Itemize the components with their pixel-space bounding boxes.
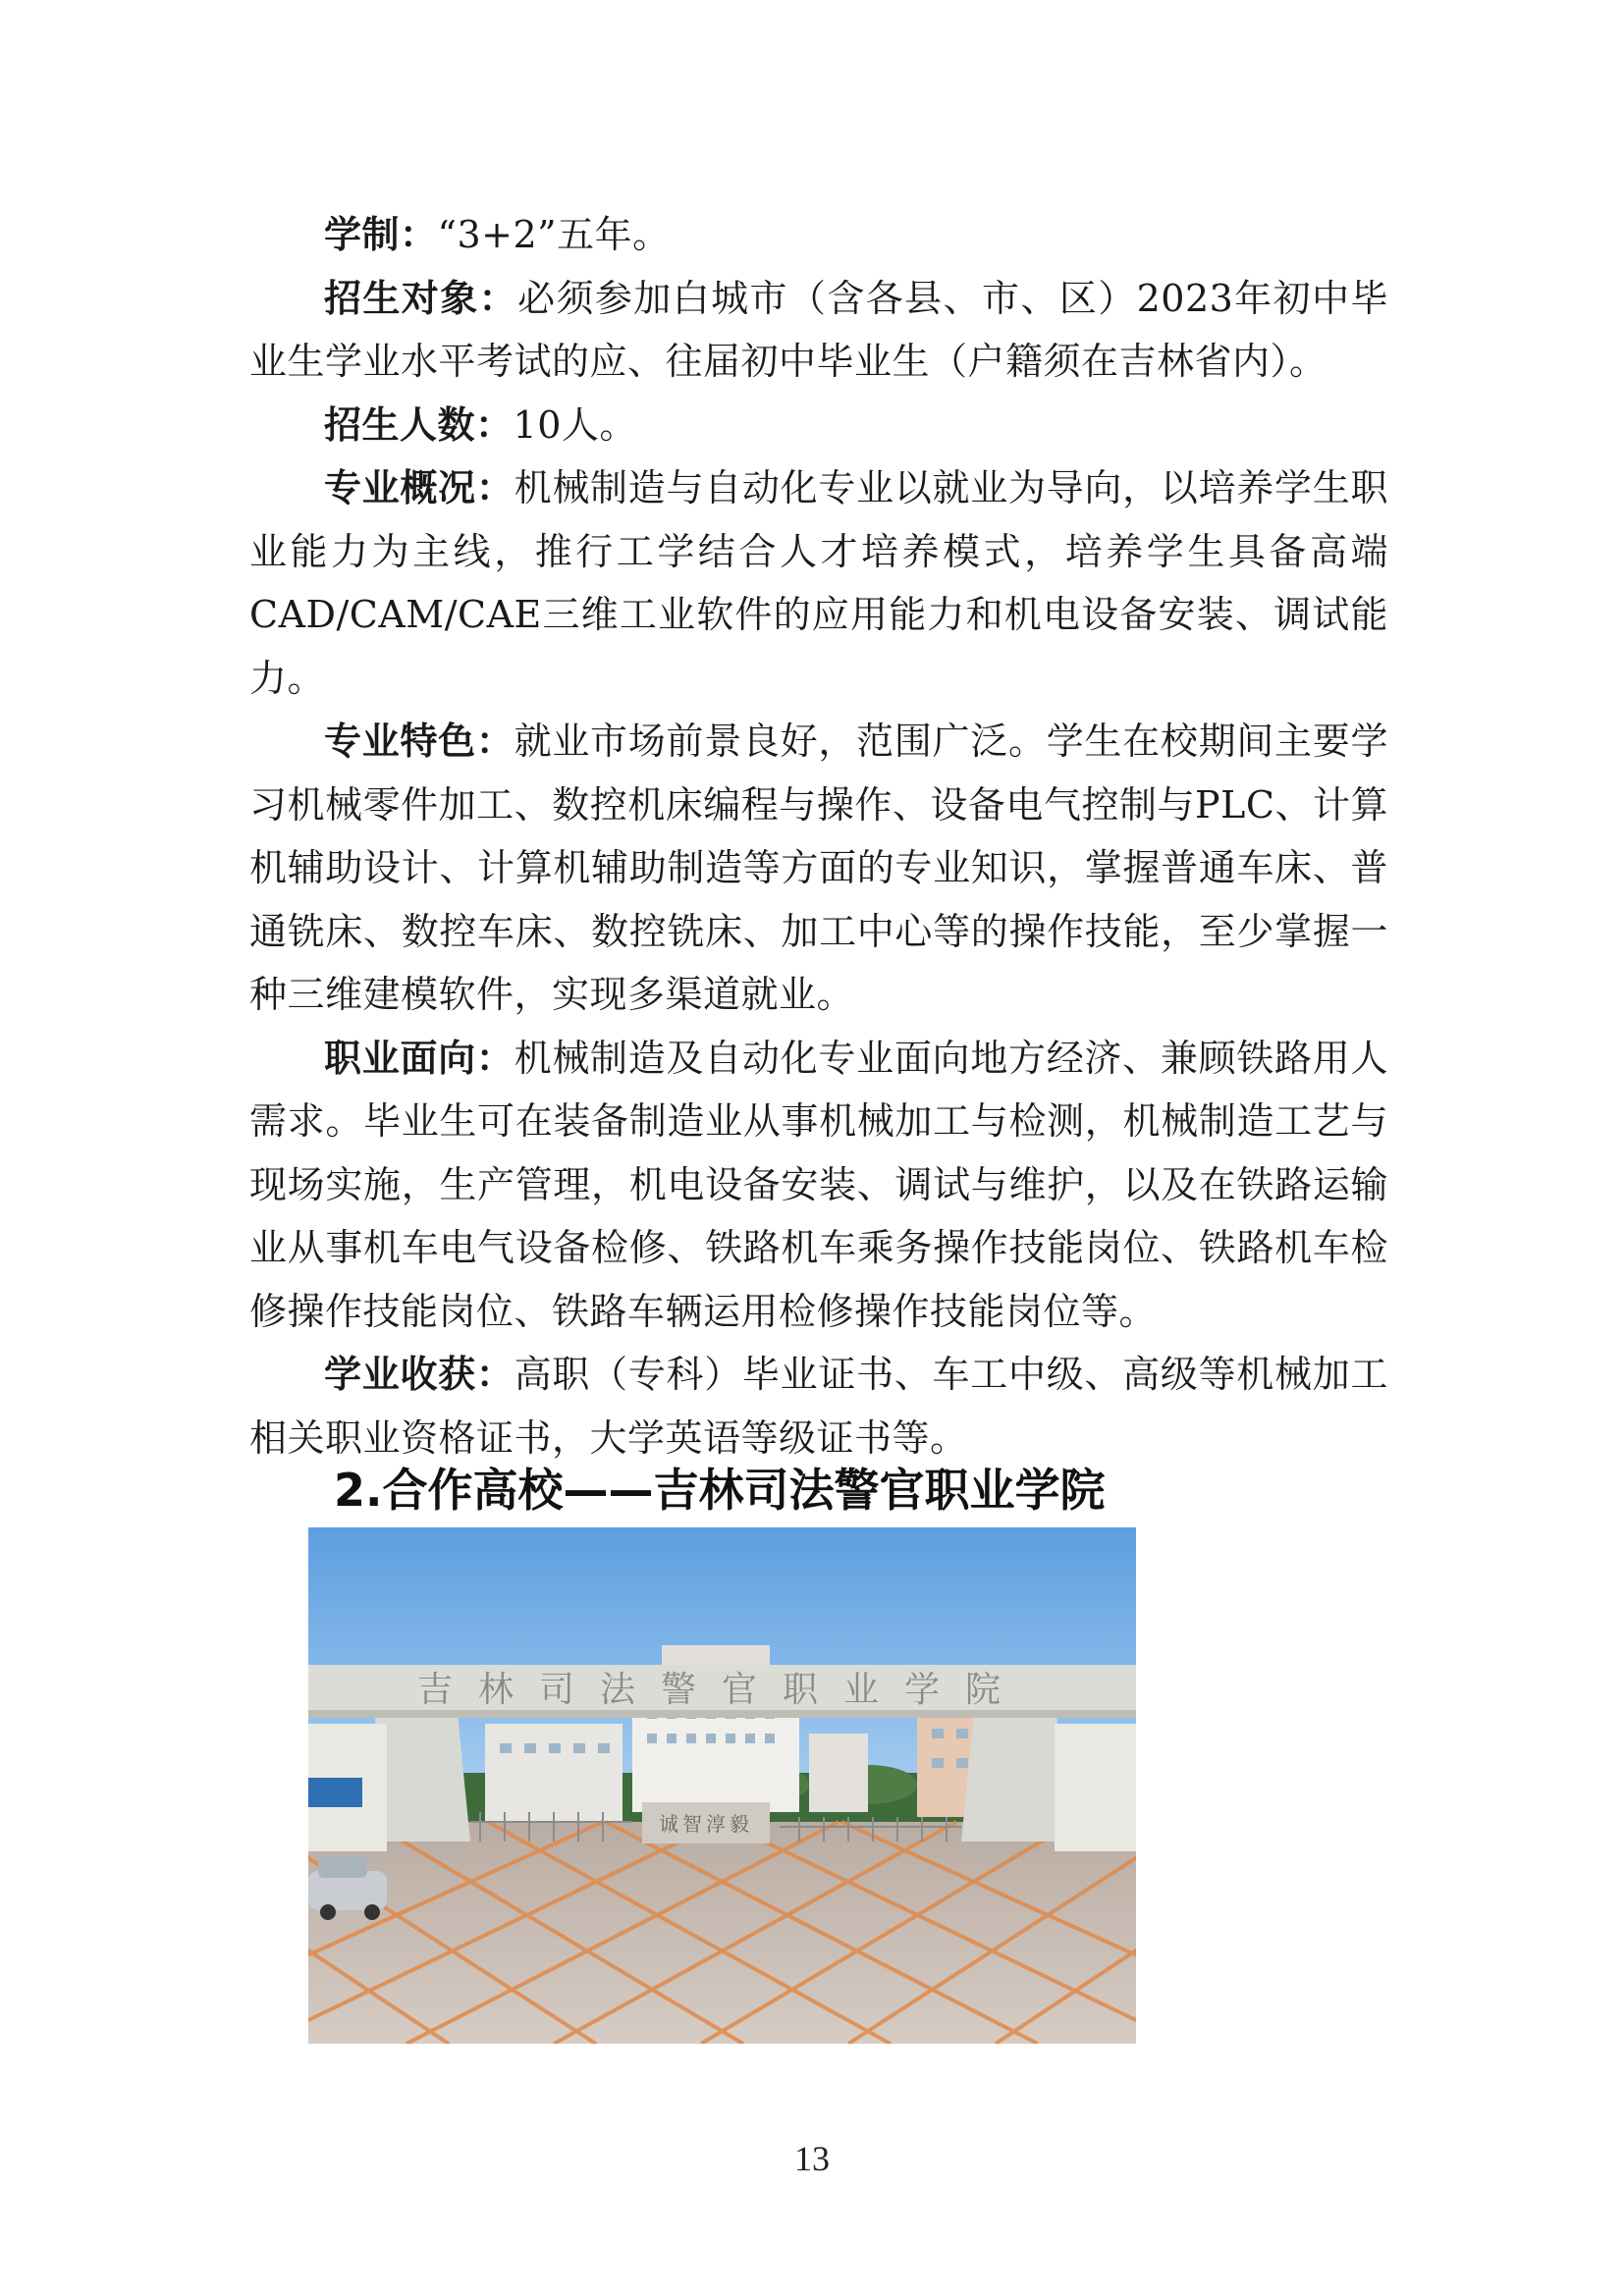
text-zhaosheng-renshu: 10人。 (513, 402, 637, 447)
text-zhuanye-gaikuang: 机械制造与自动化专业以就业为导向，以培养学生职业能力为主线，推行工学结合人才培养模式，培养学生具备高端CAD/CAM/CAE三维工业软件的应用能力和机电设备安装、调试能力。 (249, 466, 1388, 700)
paragraph-zhaosheng-renshu (249, 394, 1388, 457)
text-zhiye-mianxiang: 机械制造及自动化专业面向地方经济、兼顾铁路用人需求。毕业生可在装备制造业从事机械加工与检测，机械制造工艺与现场实施，生产管理，机电设备安装、调试与维护，以及在铁路运输业从事机车电气设备检修、铁路机车乘务操作技能岗位、铁路机车检修操作技能岗位、铁路车辆运用检修操作技能岗位等。 (249, 1036, 1388, 1333)
label-zhiye-mianxiang: 职业面向： (324, 1036, 514, 1080)
label-zhaosheng-duixiang: 招生对象： (324, 276, 518, 320)
label-xueye-shouhuo: 学业收获： (324, 1353, 514, 1396)
stone-inscription-text: 诚智淳毅 (659, 1812, 753, 1836)
plaza-pavement (308, 1822, 1136, 2044)
campus-gate-illustration (308, 1527, 1136, 2044)
paragraph-xuezhi (249, 203, 1388, 267)
body-text (249, 203, 1388, 1469)
campus-gate-photo (308, 1527, 1136, 2044)
text-zhuanye-tese: 就业市场前景良好，范围广泛。学生在校期间主要学习机械零件加工、数控机床编程与操作、设备电气控制与PLC、计算机辅助设计、计算机辅助制造等方面的专业知识，掌握普通车床、普通铣床、数控车床、数控铣床、加工中心等的操作技能，至少掌握一种三维建模软件，实现多渠道就业。 (249, 720, 1388, 1016)
paragraph-zhuanye-gaikuang (249, 456, 1388, 710)
paragraph-zhuanye-tese (249, 710, 1388, 1027)
text-zhaosheng-duixiang: 必须参加白城市（含各县、市、区）2023年初中毕业生学业水平考试的应、往届初中毕业生（户籍须在吉林省内）。 (249, 276, 1388, 383)
paragraph-zhiye-mianxiang (249, 1027, 1388, 1344)
section-heading: 2.合作高校——吉林司法警官职业学院 (334, 1464, 1106, 1517)
label-zhuanye-tese: 专业特色： (324, 720, 514, 763)
text-xuezhi: “3+2”五年。 (437, 213, 671, 256)
label-zhaosheng-renshu: 招生人数： (324, 402, 514, 447)
page-number: 13 (794, 2139, 830, 2178)
label-zhuanye-gaikuang: 专业概况： (324, 466, 514, 509)
gate-sign-text: 吉林司法警官职业学院 (416, 1670, 1027, 1710)
paragraph-zhaosheng-duixiang (249, 267, 1388, 394)
paragraph-xueye-shouhuo (249, 1343, 1388, 1469)
label-xuezhi: 学制： (324, 213, 438, 256)
text-xueye-shouhuo: 高职（专科）毕业证书、车工中级、高级等机械加工相关职业资格证书，大学英语等级证书等。 (249, 1353, 1388, 1460)
